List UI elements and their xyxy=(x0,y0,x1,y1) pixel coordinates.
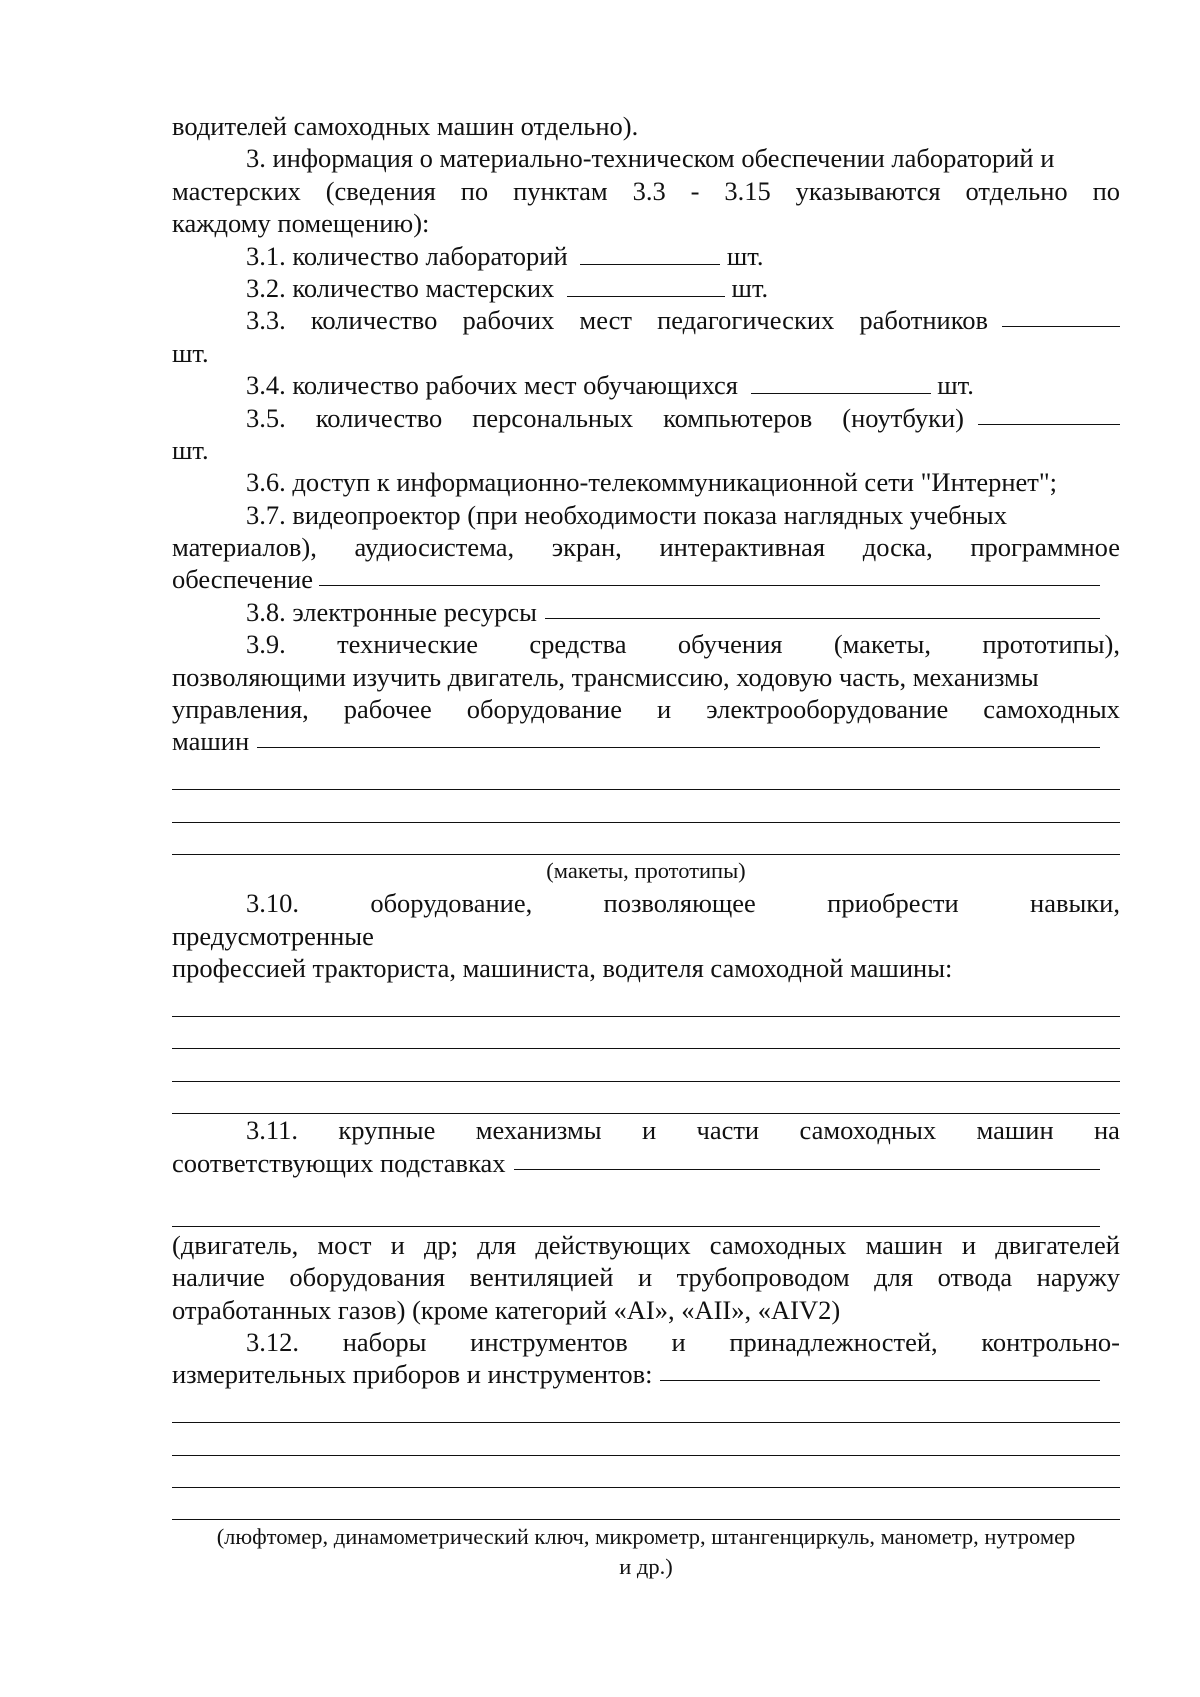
unit-label: шт. xyxy=(731,272,769,303)
word: и xyxy=(637,1262,653,1293)
blank-field[interactable] xyxy=(567,274,725,297)
word: по xyxy=(460,175,489,206)
blank-line[interactable] xyxy=(172,1423,1120,1455)
justified-line xyxy=(172,175,1120,207)
text-line xyxy=(172,1294,1120,1326)
blank-field[interactable] xyxy=(1002,304,1120,327)
word: контрольно- xyxy=(981,1327,1120,1358)
blank-field[interactable] xyxy=(257,725,1100,748)
text-line xyxy=(172,434,1120,466)
text: водителей самоходных машин отдельно). xyxy=(172,111,639,141)
word: и xyxy=(390,1229,405,1260)
blank-field[interactable] xyxy=(514,1147,1100,1170)
item-3-7 xyxy=(172,499,1120,531)
item-3-11 xyxy=(172,1114,1120,1146)
word: и xyxy=(961,1229,977,1260)
word: для xyxy=(477,1229,517,1260)
word: (ноутбуки) xyxy=(842,402,964,433)
word: мест xyxy=(579,305,632,336)
caption xyxy=(172,1552,1120,1582)
word: действующих xyxy=(535,1229,691,1260)
blank-field[interactable] xyxy=(978,402,1120,425)
document-page xyxy=(172,110,1120,1582)
blank-line[interactable] xyxy=(172,1179,1100,1227)
word: инструментов xyxy=(470,1327,628,1358)
text: каждому помещению): xyxy=(172,208,430,239)
word: и xyxy=(671,1327,686,1358)
word: пунктам xyxy=(513,175,608,206)
word: материалов), xyxy=(172,532,317,563)
word: персональных xyxy=(472,402,634,433)
text-line xyxy=(172,1358,1100,1390)
text-line xyxy=(172,1147,1100,1179)
item-3-9 xyxy=(172,628,1120,660)
word: навыки, xyxy=(1030,888,1120,919)
unit-label: шт. xyxy=(726,240,764,271)
caption-text: и др.) xyxy=(619,1554,673,1580)
word: количество xyxy=(310,305,438,336)
word: вентиляцией xyxy=(469,1262,614,1293)
word: механизмы xyxy=(475,1115,602,1146)
text-line xyxy=(172,952,1120,984)
item-3-1 xyxy=(172,240,1120,272)
word: и xyxy=(641,1115,657,1146)
word: 3.15 xyxy=(724,175,771,206)
word: наборы xyxy=(342,1327,427,1358)
word: мост xyxy=(317,1229,372,1260)
word: наружу xyxy=(1036,1262,1120,1293)
text-line xyxy=(172,110,1120,142)
word: мастерских xyxy=(172,175,301,206)
word: (двигатель, xyxy=(172,1229,299,1260)
word: машин xyxy=(976,1115,1054,1146)
text: 3. информация о материально-техническом обеспечении лабораторий и xyxy=(246,143,1055,174)
word: на xyxy=(1093,1115,1120,1146)
word: работников xyxy=(859,305,988,336)
word: позволяющее xyxy=(603,888,756,919)
word: 3.5. xyxy=(246,402,286,433)
word: рабочих xyxy=(462,305,555,336)
blank-field[interactable] xyxy=(660,1358,1100,1381)
word: обучения xyxy=(677,629,783,660)
word: 3.12. xyxy=(246,1327,299,1358)
text-line xyxy=(172,661,1120,693)
text-line xyxy=(172,920,1120,952)
item-3-12 xyxy=(172,1326,1120,1358)
blank-line[interactable] xyxy=(172,758,1120,790)
word: 3.3 xyxy=(632,175,666,206)
unit-label: шт. xyxy=(172,337,209,368)
item-label: 3.1. количество лабораторий xyxy=(246,240,568,271)
word: приобрести xyxy=(827,888,959,919)
caption xyxy=(172,1522,1120,1552)
word: рабочее xyxy=(343,694,432,725)
item-3-8 xyxy=(172,596,1100,628)
item-label: 3.7. видеопроектор (при необходимости показа наглядных учебных xyxy=(246,499,1007,530)
word: части xyxy=(696,1115,760,1146)
justified-line xyxy=(172,693,1120,725)
word: отдельно xyxy=(965,175,1068,206)
blank-line[interactable] xyxy=(172,985,1120,1017)
item-3-4 xyxy=(172,369,1120,401)
word: крупные xyxy=(338,1115,436,1146)
word: - xyxy=(690,175,700,206)
blank-line[interactable] xyxy=(172,823,1120,855)
word: аудиосистема, xyxy=(354,532,515,563)
item-3-2 xyxy=(172,272,1120,304)
word: самоходных xyxy=(983,694,1120,725)
word: технические xyxy=(337,629,479,660)
word: управления, xyxy=(172,694,309,725)
justified-words xyxy=(246,304,988,336)
unit-label: шт. xyxy=(937,370,974,401)
word: компьютеров xyxy=(663,402,813,433)
word: педагогических xyxy=(657,305,835,336)
text: отработанных газов) (кроме категорий «AI», «AII», «AIV2) xyxy=(172,1294,841,1325)
word: прототипы), xyxy=(982,629,1120,660)
item-3-6 xyxy=(172,466,1120,498)
item-label: измерительных приборов и инструментов: xyxy=(172,1359,653,1390)
blank-line[interactable] xyxy=(172,1082,1120,1114)
word: оборудование xyxy=(466,694,622,725)
justified-line xyxy=(172,1229,1120,1261)
word: (сведения xyxy=(325,175,436,206)
item-label: 3.4. количество рабочих мест обучающихся xyxy=(246,370,738,401)
section-3-heading xyxy=(172,142,1120,174)
text-line xyxy=(172,725,1100,757)
word: указываются xyxy=(795,175,941,206)
text: профессией тракториста, машиниста, водителя самоходной машины: xyxy=(172,953,953,984)
item-label: 3.2. количество мастерских xyxy=(246,272,555,303)
word: программное xyxy=(970,532,1120,563)
text-line xyxy=(172,563,1100,595)
word: количество xyxy=(315,402,443,433)
word: экран, xyxy=(551,532,622,563)
word: электрооборудование xyxy=(706,694,949,725)
word: 3.9. xyxy=(246,629,286,660)
word: принадлежностей, xyxy=(729,1327,938,1358)
word: и xyxy=(657,694,672,725)
word: оборудования xyxy=(289,1262,446,1293)
blank-field[interactable] xyxy=(319,563,1100,586)
word: отвода xyxy=(937,1262,1013,1293)
item-label: обеспечение xyxy=(172,564,314,595)
item-label: 3.6. доступ к информационно-телекоммуникационной сети "Интернет"; xyxy=(246,467,1058,498)
word: (макеты, xyxy=(833,629,931,660)
blank-field[interactable] xyxy=(580,242,720,265)
unit-label: шт. xyxy=(172,434,209,465)
caption-text: (макеты, прототипы) xyxy=(546,857,746,883)
caption xyxy=(172,855,1120,887)
blank-field[interactable] xyxy=(751,371,931,394)
word: 3.11. xyxy=(246,1115,299,1146)
word: 3.10. xyxy=(246,888,299,919)
text-line xyxy=(172,207,1120,239)
justified-line xyxy=(172,1261,1120,1293)
justified-line xyxy=(172,531,1120,563)
item-3-3 xyxy=(172,304,1120,336)
item-3-10 xyxy=(172,887,1120,919)
word: самоходных xyxy=(799,1115,937,1146)
word: для xyxy=(874,1262,914,1293)
word: машин xyxy=(865,1229,943,1260)
word: др; xyxy=(423,1229,459,1260)
word: наличие xyxy=(172,1262,265,1293)
item-label: машин xyxy=(172,726,250,757)
caption-text: (люфтомер, динамометрический ключ, микрометр, штангенциркуль, манометр, нутромер xyxy=(216,1524,1076,1550)
item-label: соответствующих подставках xyxy=(172,1147,506,1178)
blank-line[interactable] xyxy=(172,1049,1120,1081)
blank-line[interactable] xyxy=(172,1456,1120,1488)
word: двигателей xyxy=(995,1229,1120,1260)
text: предусмотренные xyxy=(172,920,374,951)
word: доска, xyxy=(862,532,933,563)
word: оборудование, xyxy=(370,888,533,919)
blank-line[interactable] xyxy=(172,1488,1120,1520)
text-line xyxy=(172,337,1120,369)
blank-field[interactable] xyxy=(545,596,1100,619)
justified-words xyxy=(246,402,964,434)
word: трубопроводом xyxy=(676,1262,850,1293)
text: позволяющими изучить двигатель, трансмиссию, ходовую часть, механизмы xyxy=(172,661,1039,692)
word: по xyxy=(1092,175,1120,206)
item-label: 3.8. электронные ресурсы xyxy=(246,596,537,627)
word: средства xyxy=(529,629,627,660)
blank-line[interactable] xyxy=(172,790,1120,822)
blank-line[interactable] xyxy=(172,1391,1120,1423)
item-3-5 xyxy=(172,402,1120,434)
word: интерактивная xyxy=(659,532,826,563)
blank-line[interactable] xyxy=(172,1017,1120,1049)
word: самоходных xyxy=(709,1229,847,1260)
word: 3.3. xyxy=(246,305,286,336)
